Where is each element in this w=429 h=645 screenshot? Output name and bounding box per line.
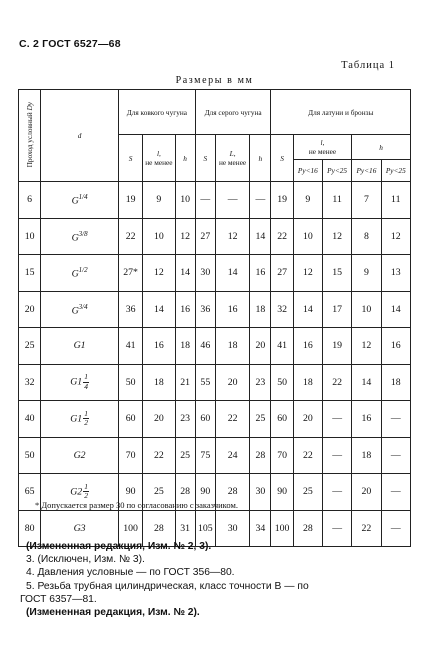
cell-mS: 19 bbox=[118, 182, 142, 219]
cell-d: $G^{1/4}$ bbox=[41, 182, 119, 219]
cell-mS: 90 bbox=[118, 474, 142, 511]
cell-mS: 100 bbox=[118, 510, 142, 547]
cell-mh: 16 bbox=[175, 291, 195, 328]
cell-gL: 20 bbox=[215, 364, 249, 401]
cell-mh: 21 bbox=[175, 364, 195, 401]
cell-bl2: — bbox=[322, 474, 351, 511]
table-row bbox=[19, 182, 411, 219]
cell-bS: 100 bbox=[271, 510, 293, 547]
cell-bh2: — bbox=[381, 510, 410, 547]
cell-bl2: — bbox=[322, 401, 351, 438]
cell-bl1: 10 bbox=[293, 218, 322, 255]
cell-bl1: 12 bbox=[293, 255, 322, 292]
cell-gS: 90 bbox=[195, 474, 215, 511]
header-py-4: Py<25 bbox=[381, 160, 410, 182]
cell-mS: 70 bbox=[118, 437, 142, 474]
cell-gS: 60 bbox=[195, 401, 215, 438]
cell-dy: 80 bbox=[19, 510, 41, 547]
cell-gS: 105 bbox=[195, 510, 215, 547]
cell-mh: 12 bbox=[175, 218, 195, 255]
cell-dy: 25 bbox=[19, 328, 41, 365]
cell-bS: 32 bbox=[271, 291, 293, 328]
cell-mS: 27* bbox=[118, 255, 142, 292]
cell-gL: 18 bbox=[215, 328, 249, 365]
note-line: ГОСТ 6357—81. bbox=[20, 593, 97, 605]
cell-bh1: 22 bbox=[352, 510, 381, 547]
cell-bh2: 12 bbox=[381, 218, 410, 255]
cell-d: G1 $\frac{1}{2}$ bbox=[41, 401, 119, 438]
cell-mS: 60 bbox=[118, 401, 142, 438]
cell-d: $G^{3/8}$ bbox=[41, 218, 119, 255]
cell-bS: 19 bbox=[271, 182, 293, 219]
cell-gh: 23 bbox=[250, 364, 271, 401]
cell-mS: 41 bbox=[118, 328, 142, 365]
cell-bl2: — bbox=[322, 437, 351, 474]
note-line: 4. Давления условные — по ГОСТ 356—80. bbox=[26, 567, 235, 579]
cell-d: G1 $\frac{1}{4}$ bbox=[41, 364, 119, 401]
cell-bS: 90 bbox=[271, 474, 293, 511]
cell-bl1: 18 bbox=[293, 364, 322, 401]
header-py-3: Py<16 bbox=[352, 160, 381, 182]
cell-bl1: 20 bbox=[293, 401, 322, 438]
cell-dy: 40 bbox=[19, 401, 41, 438]
header-b-s: S bbox=[271, 135, 293, 182]
header-d: d bbox=[41, 90, 119, 182]
cell-ml: 10 bbox=[143, 218, 175, 255]
header-b-l: l, не менее bbox=[293, 135, 352, 160]
cell-bl1: 14 bbox=[293, 291, 322, 328]
cell-ml: 12 bbox=[143, 255, 175, 292]
cell-gh: 18 bbox=[250, 291, 271, 328]
cell-ml: 22 bbox=[143, 437, 175, 474]
cell-ml: 25 bbox=[143, 474, 175, 511]
cell-bh1: 12 bbox=[352, 328, 381, 365]
header-g-h: h bbox=[250, 135, 271, 182]
cell-gS: 30 bbox=[195, 255, 215, 292]
cell-dy: 20 bbox=[19, 291, 41, 328]
cell-bl2: 17 bbox=[322, 291, 351, 328]
cell-bS: 50 bbox=[271, 364, 293, 401]
cell-dy: 50 bbox=[19, 437, 41, 474]
cell-gL: 22 bbox=[215, 401, 249, 438]
cell-bh1: 10 bbox=[352, 291, 381, 328]
cell-bh2: 13 bbox=[381, 255, 410, 292]
cell-mh: 31 bbox=[175, 510, 195, 547]
cell-gL: — bbox=[215, 182, 249, 219]
table-row bbox=[19, 437, 411, 474]
header-g-l: L, не менее bbox=[215, 135, 249, 182]
cell-d: G1 bbox=[41, 328, 119, 365]
page-header: С. 2 ГОСТ 6527—68 bbox=[19, 38, 121, 50]
cell-bS: 27 bbox=[271, 255, 293, 292]
cell-bl2: — bbox=[322, 510, 351, 547]
cell-bh2: 18 bbox=[381, 364, 410, 401]
header-g-s: S bbox=[195, 135, 215, 182]
cell-gL: 14 bbox=[215, 255, 249, 292]
cell-ml: 28 bbox=[143, 510, 175, 547]
cell-bh1: 16 bbox=[352, 401, 381, 438]
cell-bh2: 14 bbox=[381, 291, 410, 328]
header-py-2: Py<25 bbox=[322, 160, 351, 182]
cell-gh: 16 bbox=[250, 255, 271, 292]
cell-bh1: 8 bbox=[352, 218, 381, 255]
cell-mh: 10 bbox=[175, 182, 195, 219]
cell-dy: 15 bbox=[19, 255, 41, 292]
cell-gh: — bbox=[250, 182, 271, 219]
cell-d: G3 bbox=[41, 510, 119, 547]
units-caption: Размеры в мм bbox=[175, 75, 254, 86]
cell-gL: 24 bbox=[215, 437, 249, 474]
cell-gS: 27 bbox=[195, 218, 215, 255]
header-b-h: h bbox=[352, 135, 411, 160]
header-gray: Для серого чугуна bbox=[195, 90, 271, 135]
cell-gS: 55 bbox=[195, 364, 215, 401]
cell-gS: 75 bbox=[195, 437, 215, 474]
header-m-h: h bbox=[175, 135, 195, 182]
cell-mh: 23 bbox=[175, 401, 195, 438]
cell-ml: 20 bbox=[143, 401, 175, 438]
cell-bl1: 16 bbox=[293, 328, 322, 365]
cell-bh2: 11 bbox=[381, 182, 410, 219]
cell-mh: 18 bbox=[175, 328, 195, 365]
header-m-l: l, не менее bbox=[143, 135, 175, 182]
cell-mh: 25 bbox=[175, 437, 195, 474]
dimensions-table bbox=[18, 89, 411, 547]
cell-ml: 14 bbox=[143, 291, 175, 328]
cell-bl1: 9 bbox=[293, 182, 322, 219]
cell-bS: 41 bbox=[271, 328, 293, 365]
table-row bbox=[19, 401, 411, 438]
cell-bl2: 12 bbox=[322, 218, 351, 255]
cell-dy: 32 bbox=[19, 364, 41, 401]
cell-bh1: 14 bbox=[352, 364, 381, 401]
header-malleable: Для ковкого чугуна bbox=[118, 90, 195, 135]
cell-dy: 10 bbox=[19, 218, 41, 255]
cell-gh: 28 bbox=[250, 437, 271, 474]
footnote: * Допускается размер 30 по согласованию с заказчиком. bbox=[35, 500, 238, 510]
cell-bh1: 9 bbox=[352, 255, 381, 292]
cell-bl2: 22 bbox=[322, 364, 351, 401]
cell-gL: 12 bbox=[215, 218, 249, 255]
cell-dy: 6 bbox=[19, 182, 41, 219]
cell-ml: 16 bbox=[143, 328, 175, 365]
cell-dy: 65 bbox=[19, 474, 41, 511]
cell-bl1: 22 bbox=[293, 437, 322, 474]
cell-bh1: 20 bbox=[352, 474, 381, 511]
cell-mS: 50 bbox=[118, 364, 142, 401]
cell-bl2: 19 bbox=[322, 328, 351, 365]
header-m-s: S bbox=[118, 135, 142, 182]
cell-gh: 20 bbox=[250, 328, 271, 365]
cell-ml: 9 bbox=[143, 182, 175, 219]
cell-bl2: 15 bbox=[322, 255, 351, 292]
table-name: Таблица 1 bbox=[341, 60, 395, 71]
cell-gS: 36 bbox=[195, 291, 215, 328]
table-row bbox=[19, 255, 411, 292]
cell-bS: 60 bbox=[271, 401, 293, 438]
cell-ml: 18 bbox=[143, 364, 175, 401]
cell-mh: 14 bbox=[175, 255, 195, 292]
cell-bh1: 7 bbox=[352, 182, 381, 219]
cell-gS: — bbox=[195, 182, 215, 219]
header-nominal-pass: Проход условный Dy bbox=[19, 90, 41, 182]
cell-d: G2 bbox=[41, 437, 119, 474]
cell-bl2: 11 bbox=[322, 182, 351, 219]
cell-gh: 25 bbox=[250, 401, 271, 438]
cell-gL: 16 bbox=[215, 291, 249, 328]
cell-mS: 22 bbox=[118, 218, 142, 255]
cell-bS: 70 bbox=[271, 437, 293, 474]
cell-mS: 36 bbox=[118, 291, 142, 328]
cell-bh2: — bbox=[381, 437, 410, 474]
cell-d: $G^{3/4}$ bbox=[41, 291, 119, 328]
note-line: 3. (Исключен, Изм. № 3). bbox=[26, 554, 145, 566]
cell-d: $G^{1/2}$ bbox=[41, 255, 119, 292]
header-py-1: Py<16 bbox=[293, 160, 322, 182]
cell-bh2: — bbox=[381, 474, 410, 511]
cell-gL: 30 bbox=[215, 510, 249, 547]
cell-bh2: — bbox=[381, 401, 410, 438]
cell-gS: 46 bbox=[195, 328, 215, 365]
cell-d: G2 $\frac{1}{2}$ bbox=[41, 474, 119, 511]
cell-bh2: 16 bbox=[381, 328, 410, 365]
cell-bh1: 18 bbox=[352, 437, 381, 474]
table-row bbox=[19, 218, 411, 255]
cell-mh: 28 bbox=[175, 474, 195, 511]
cell-gh: 30 bbox=[250, 474, 271, 511]
notes bbox=[20, 540, 415, 619]
header-brass: Для латуни и бронзы bbox=[271, 90, 411, 135]
table-row bbox=[19, 328, 411, 365]
cell-bl1: 25 bbox=[293, 474, 322, 511]
table-row bbox=[19, 291, 411, 328]
cell-gh: 34 bbox=[250, 510, 271, 547]
table-row bbox=[19, 364, 411, 401]
note-line: (Измененная редакция, Изм. № 2). bbox=[26, 607, 200, 619]
note-line: 5. Резьба трубная цилиндрическая, класс точности В — по bbox=[26, 580, 309, 592]
note-line: (Измененная редакция, Изм. № 2, 3). bbox=[26, 541, 212, 552]
cell-gL: 28 bbox=[215, 474, 249, 511]
cell-gh: 14 bbox=[250, 218, 271, 255]
cell-bS: 22 bbox=[271, 218, 293, 255]
cell-bl1: 28 bbox=[293, 510, 322, 547]
